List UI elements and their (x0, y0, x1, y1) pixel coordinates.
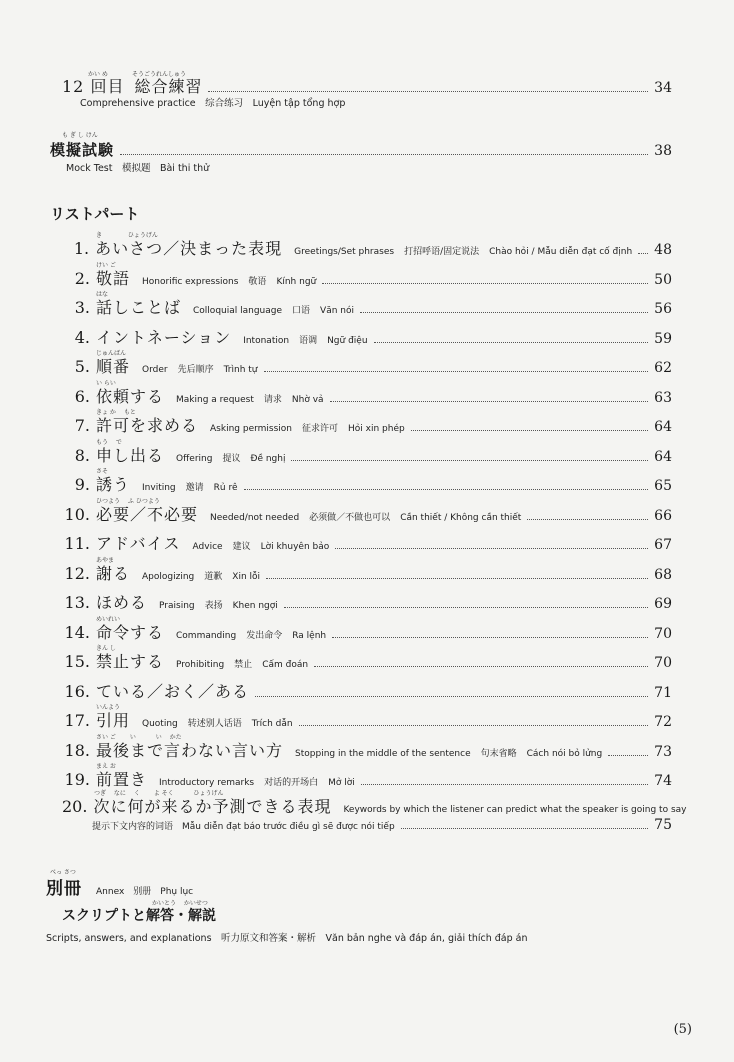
item-english: Asking permission (210, 424, 292, 434)
page-number: 72 (654, 714, 672, 730)
ruby-item: いんよう (96, 704, 121, 711)
item-title: ほめる (96, 593, 148, 612)
item-number: 3. (74, 298, 90, 317)
ruby-item: じゅんばん (96, 350, 127, 357)
item-english: Needed/not needed (210, 512, 300, 523)
item-chinese: 必须做／不做也可以 (309, 512, 391, 523)
item-english: Praising (159, 601, 195, 611)
item-chinese: 对话的开场白 (264, 778, 319, 788)
item-title: 許可を求める (96, 416, 199, 435)
leader-dots (120, 154, 648, 155)
item-title: ている／おく／ある (96, 681, 250, 701)
item-vietnamese: Cần thiết / Không cần thiết (400, 512, 522, 523)
toc-item-1[interactable] (62, 236, 672, 259)
item-vietnamese: Kính ngữ (276, 276, 317, 287)
page-number: 74 (654, 773, 672, 789)
item-chinese: 打招呼语/固定说法 (404, 247, 480, 257)
item-english: Prohibiting (176, 660, 225, 670)
item-title: 敬語 (96, 268, 131, 288)
toc-item-15[interactable] (62, 649, 672, 672)
section-heading: リストパート (50, 205, 140, 223)
ruby-item: さそ (96, 468, 109, 475)
leader-dots (284, 607, 648, 608)
ruby-mogishiken: も ぎ し けん (62, 132, 98, 139)
toc-item-13[interactable] (62, 590, 672, 613)
page-number: 56 (654, 301, 672, 317)
toc-item-11[interactable] (62, 531, 672, 554)
item-vietnamese: Khen ngợi (232, 601, 278, 611)
annex-title: 別冊 (46, 879, 82, 899)
ruby-bessatsu: べっ さつ (50, 869, 76, 876)
page-number: 67 (654, 537, 672, 553)
item-number: 10. (64, 504, 90, 524)
item-english: Inviting (142, 483, 176, 493)
item-number: 5. (74, 357, 90, 376)
item-translations: 提示下文内容的词语 Mẫu diễn đạt báo trước điều gì sẽ được nói tiếp (92, 822, 395, 832)
ruby-item: きょ か もと (96, 409, 136, 416)
item-number: 14. (64, 622, 90, 642)
ruby-item: はな (96, 291, 109, 298)
toc-item-17[interactable] (62, 708, 672, 731)
page-number: 66 (654, 507, 672, 524)
leader-dots (335, 548, 648, 549)
toc-item-3[interactable] (62, 295, 672, 318)
item-vietnamese: Rủ rê (213, 483, 238, 493)
ruby-item: い らい (96, 379, 116, 387)
leader-dots (244, 489, 649, 490)
item-chinese: 转述别人话语 (187, 719, 242, 729)
leader-dots (360, 312, 648, 313)
item-title: 引用 (96, 711, 131, 730)
item-vietnamese: Chào hỏi / Mẫu diễn đạt cố định (489, 247, 633, 257)
item-english: Colloquial language (193, 306, 283, 316)
toc-item-20-line2[interactable] (92, 817, 672, 833)
item-number: 9. (74, 475, 90, 494)
item-english: Apologizing (142, 571, 195, 582)
item-chinese: 表扬 (204, 601, 223, 611)
item-title: 最後まで言わない言い方 (96, 740, 284, 760)
item-title: 話しことば (96, 298, 182, 317)
item-title: 依頼する (96, 386, 165, 406)
toc-item-18[interactable] (62, 738, 672, 761)
toc-item-8[interactable] (62, 443, 672, 466)
item-english: Keywords by which the listener can predict what the speaker is going to say (343, 805, 687, 815)
leader-dots (527, 519, 648, 520)
item-title: 誘う (96, 475, 131, 494)
item-number: 11. (64, 534, 90, 553)
item-chinese: 敬语 (248, 276, 267, 287)
item-number: 12. (64, 563, 90, 583)
ruby-item: ひつよう ふ ひつよう (96, 497, 160, 505)
leader-dots (322, 283, 648, 284)
page-number: 50 (654, 271, 672, 288)
item-number: 17. (64, 711, 90, 730)
toc-item-6[interactable] (62, 384, 672, 407)
item-vietnamese: Trình tự (223, 365, 258, 375)
item-number: 15. (64, 652, 90, 671)
item-number: 8. (74, 445, 90, 465)
toc-item-20[interactable] (62, 794, 687, 817)
item-number: 18. (64, 740, 90, 760)
toc-item-10[interactable] (62, 502, 672, 525)
item-vietnamese: Cách nói bỏ lửng (526, 748, 603, 759)
page-number: 73 (654, 743, 672, 760)
leader-dots (401, 828, 648, 829)
toc-item-5[interactable] (62, 354, 672, 377)
entry-prefix: 12 回目 (62, 77, 125, 96)
item-english: Greetings/Set phrases (294, 247, 395, 257)
item-title: 次に何が来るか予測できる表現 (93, 797, 332, 816)
footer-page-number: (5) (673, 1022, 692, 1037)
leader-dots (208, 91, 648, 92)
leader-dots (255, 696, 648, 697)
item-english: Making a request (176, 394, 254, 405)
item-number: 1. (73, 239, 90, 258)
toc-item-9[interactable] (62, 472, 672, 495)
page-number: 34 (654, 80, 672, 96)
page-number: 75 (654, 817, 672, 833)
page-number: 68 (654, 566, 672, 583)
leader-dots (330, 401, 649, 402)
item-vietnamese: Ngữ điệu (327, 335, 368, 346)
item-vietnamese: Ra lệnh (292, 630, 327, 641)
toc-item-12[interactable] (62, 561, 672, 584)
item-number: 16. (64, 681, 90, 701)
item-chinese: 语调 (299, 335, 318, 346)
item-title: あいさつ／決まった表現 (95, 239, 283, 258)
item-english: Offering (176, 453, 213, 464)
item-number: 7. (74, 416, 90, 435)
item-vietnamese: Đề nghị (250, 453, 286, 464)
leader-dots (264, 371, 649, 372)
item-title: 前置き (96, 770, 148, 789)
item-chinese: 邀请 (185, 483, 204, 493)
entry-title: 模擬試験 (50, 141, 115, 159)
ruby-item: さい ご い い かた (96, 733, 182, 741)
page-number: 69 (654, 596, 672, 612)
item-chinese: 先后顺序 (177, 365, 214, 375)
ruby-item: きん し (96, 645, 116, 652)
item-english: Order (142, 365, 168, 375)
entry-title: 総合練習 (134, 77, 203, 96)
item-chinese: 句末省略 (480, 748, 517, 759)
leader-dots (314, 666, 648, 667)
leader-dots (638, 253, 648, 254)
item-vietnamese: Cấm đoán (262, 660, 309, 670)
ruby-item: あやま (96, 556, 115, 564)
item-vietnamese: Hỏi xin phép (348, 424, 405, 434)
annex-gloss: Annex 别册 Phụ lục (96, 887, 194, 897)
item-chinese: 禁止 (234, 660, 253, 670)
item-english: Advice (192, 542, 223, 552)
item-english: Intonation (243, 335, 290, 346)
toc-item-14[interactable] (62, 620, 672, 643)
item-title: アドバイス (96, 534, 181, 553)
page-number: 59 (654, 330, 672, 347)
page-number: 38 (654, 143, 672, 159)
ruby-item: けい ご (96, 261, 116, 269)
item-chinese: 请求 (263, 394, 282, 405)
entry-subtitle: Comprehensive practice 综合练习 Luyện tập tổng hợp (80, 98, 346, 109)
ruby-item: めいれい (96, 615, 121, 623)
item-vietnamese: Lời khuyên bảo (260, 542, 330, 552)
ruby-sogorenshu: そうごうれんしゅう (132, 71, 187, 78)
leader-dots (299, 725, 649, 726)
toc-entry-comprehensive[interactable] (62, 74, 672, 97)
item-title: 命令する (96, 622, 165, 642)
page-number: 65 (654, 478, 672, 494)
toc-item-2[interactable] (62, 266, 672, 289)
page-number: 70 (654, 655, 672, 671)
item-vietnamese: Trích dẫn (251, 719, 293, 729)
toc-entry-mock-test[interactable] (50, 139, 672, 160)
item-title: 必要／不必要 (96, 504, 199, 524)
item-title: 順番 (96, 357, 131, 376)
annex-heading (46, 874, 193, 899)
leader-dots (374, 342, 649, 343)
page-number: 70 (654, 625, 672, 642)
leader-dots (266, 578, 648, 579)
page-number: 64 (654, 419, 672, 435)
ruby-item: もう で (96, 438, 122, 446)
item-number: 6. (74, 386, 90, 406)
item-chinese: 口语 (292, 306, 311, 316)
ruby-kaito-kaisetsu: かいとう かいせつ (152, 900, 208, 907)
item-chinese: 建议 (232, 542, 251, 552)
leader-dots (411, 430, 648, 431)
page-number: 48 (654, 242, 672, 258)
leader-dots (361, 784, 648, 785)
toc-item-16[interactable] (62, 679, 672, 702)
toc-item-7[interactable] (62, 413, 672, 436)
leader-dots (332, 637, 648, 638)
item-english: Introductory remarks (159, 778, 255, 788)
item-vietnamese: Mở lời (328, 778, 355, 788)
toc-item-4[interactable] (62, 325, 672, 348)
item-vietnamese: Nhờ vả (291, 394, 324, 405)
ruby-item: まえ お (96, 763, 116, 770)
entry-subtitle: Mock Test 模拟题 Bài thi thử (66, 163, 210, 174)
item-number: 4. (74, 327, 90, 347)
item-vietnamese: Văn nói (320, 306, 354, 316)
page-number: 64 (654, 448, 672, 465)
page-number: 63 (654, 389, 672, 406)
item-title: イントネーション (96, 327, 232, 347)
leader-dots (291, 460, 648, 461)
ruby-item: き ひょうげん (96, 232, 158, 239)
item-english: Stopping in the middle of the sentence (295, 748, 471, 759)
item-english: Honorific expressions (142, 276, 239, 287)
item-chinese: 提议 (222, 453, 241, 464)
annex-subtitle-gloss: Scripts, answers, and explanations 听力原文和答案・解析 Văn bản nghe và đáp án, giải thích đáp án (46, 933, 528, 944)
item-english: Quoting (142, 719, 178, 729)
ruby-kaime: かい め (88, 71, 108, 78)
page-number: 62 (654, 360, 672, 376)
toc-item-19[interactable] (62, 767, 672, 790)
item-chinese: 道歉 (204, 571, 223, 582)
ruby-item20: つぎ なに く よ そく ひょうげん (94, 790, 224, 797)
item-number: 13. (64, 593, 90, 612)
annex-subtitle: スクリプトと解答・解説 (62, 908, 216, 924)
item-number: 19. (64, 770, 90, 789)
item-number: 2. (74, 268, 90, 288)
item-vietnamese: Xin lỗi (232, 571, 261, 582)
page-number: 71 (654, 684, 672, 701)
leader-dots (608, 755, 648, 756)
item-chinese: 发出命令 (246, 630, 283, 641)
item-title: 申し出る (96, 445, 165, 465)
item-chinese: 征求许可 (302, 424, 339, 434)
item-number: 20. (62, 797, 88, 816)
item-title: 謝る (96, 563, 131, 583)
item-title: 禁止する (96, 652, 165, 671)
item-english: Commanding (176, 630, 237, 641)
